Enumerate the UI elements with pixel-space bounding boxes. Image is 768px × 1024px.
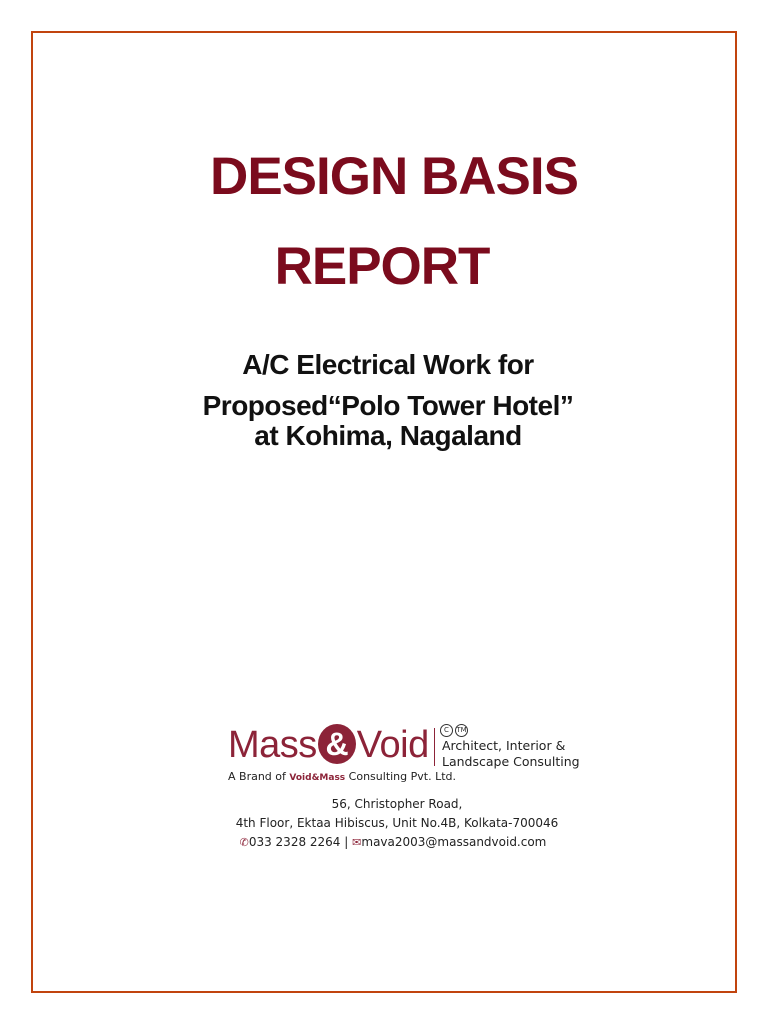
brand-suffix: Consulting Pvt. Ltd. <box>348 770 457 783</box>
email-address: mava2003@massandvoid.com <box>361 835 547 849</box>
copyright-mark: C <box>440 724 453 737</box>
logo-ampersand: & <box>318 724 356 764</box>
address-line-2: 4th Floor, Ektaa Hibiscus, Unit No.4B, Kolkata-700046 <box>235 816 559 830</box>
brand-mini-logo: Void&Mass <box>289 773 346 783</box>
brand-line <box>228 770 456 783</box>
phone-number: 033 2328 2264 <box>248 835 341 849</box>
logo-divider <box>434 728 435 766</box>
logo-tagline-line-2: Landscape Consulting <box>442 754 580 769</box>
company-logo <box>228 722 588 784</box>
report-title-line-1: DESIGN BASIS <box>210 147 578 206</box>
logo-wordmark <box>228 722 429 768</box>
address-line-1: 56, Christopher Road, <box>331 797 463 811</box>
logo-tagline-line-1: Architect, Interior & <box>442 738 566 753</box>
logo-trademarks <box>440 724 470 737</box>
contact-separator: | <box>344 835 349 849</box>
project-subtitle-line-2: Proposed“Polo Tower Hotel” <box>202 390 574 421</box>
mail-icon: ✉ <box>352 836 362 849</box>
contact-line <box>9 835 768 849</box>
trademark-mark: TM <box>455 724 468 737</box>
logo-word-void: Void <box>356 724 429 766</box>
logo-tagline <box>442 738 580 770</box>
phone-icon: ✆ <box>239 836 249 849</box>
logo-word-mass: Mass <box>228 724 317 766</box>
project-subtitle-line-1: A/C Electrical Work for <box>242 349 534 380</box>
report-title-line-2: REPORT <box>274 237 490 296</box>
project-subtitle-line-3: at Kohima, Nagaland <box>254 420 522 451</box>
brand-prefix: A Brand of <box>228 770 286 783</box>
